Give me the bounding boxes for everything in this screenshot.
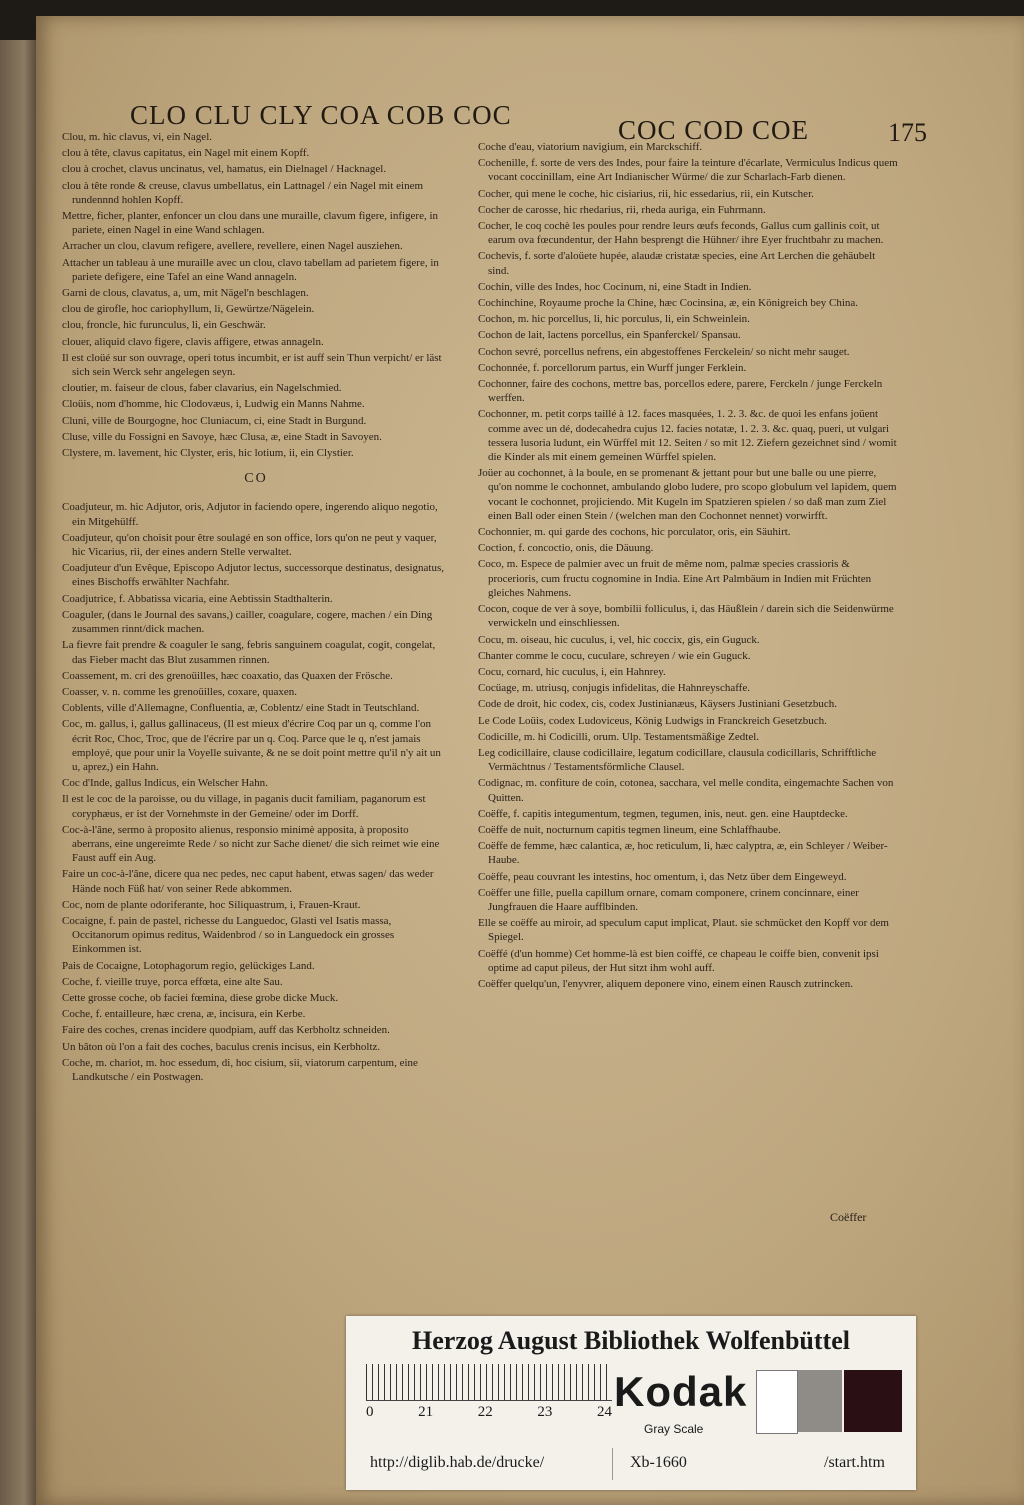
left-column — [62, 130, 450, 1210]
dictionary-entry: Cocaigne, f. pain de pastel, richesse du Languedoc, Glasti vel Isatis massa, Occitanorum opimus reditus, Waidenbrod / so in Languedock ein grosses Einkommen ist. — [62, 914, 395, 956]
running-head-right: COC COD COE — [618, 115, 810, 145]
right-entries — [478, 140, 898, 991]
dictionary-entry: Il est cloüé sur son ouvrage, operi totus incumbit, er ist auff sein Thun verpicht/ er läst sich sein Werck sehr angelegen seyn. — [62, 351, 442, 379]
dictionary-entry: Coadjuteur, qu'on choisit pour être soulagé en son office, lors qu'on ne peut y vaquer, hic Vicarius, rii, der eines andern Stelle verwaltet. — [62, 531, 437, 559]
dictionary-entry: Coëffer quelqu'un, l'enyvrer, aliquem deponere vino, einem einen Rausch zutrincken. — [478, 977, 854, 990]
dictionary-entry: Coassement, m. cri des grenoüilles, hæc coaxatio, das Quaxen der Frösche. — [62, 669, 393, 682]
dictionary-entry: Le Code Loüis, codex Ludoviceus, König Ludwigs in Franckreich Gesetzbuch. — [478, 714, 827, 727]
dictionary-entry: Coche, f. vieille truye, porca effœta, eine alte Sau. — [62, 975, 283, 988]
dictionary-entry: Cochevis, f. sorte d'aloüete hupée, alaudæ cristatæ species, eine Art Lerchen die gehäubelt sind. — [478, 250, 876, 277]
measurement-ruler — [366, 1364, 612, 1401]
dictionary-entry: Coëffe, f. capitis integumentum, tegmen, tegumen, inis, neut. gen. eine Hauptdecke. — [478, 807, 848, 820]
adjacent-page-edge — [0, 40, 40, 1505]
dictionary-entry: Elle se coëffe au miroir, ad speculum caput implicat, Plaut. sie schmücket den Kopff vor dem Spiegel. — [478, 917, 889, 944]
dictionary-entry: Un bâton où l'on a fait des coches, baculus crenis incisus, ein Kerbholtz. — [62, 1040, 381, 1053]
dictionary-entry: Il est le coc de la paroisse, ou du village, in paganis ducit familiam, paganorum est coryphæus, er ist der Vornehmste in der Gemeine/ oder im Dorff. — [62, 793, 426, 820]
dictionary-entry: Coëffer une fille, puella capillum ornare, comam componere, crinem concinnare, einer Jungfrauen die Haare aufflbinden. — [478, 886, 859, 913]
dictionary-entry: Joüer au cochonnet, à la boule, en se promenant & jettant pour but une balle ou une pierre, qu'on nomme le cochonnet, ambulando globo ludere, pro scopo globulum vel lapidem, quem vocant le cochonnet, projiciendo. Mit Kugeln im Spatzieren spielen / so daß man zum Ziel einen Ball oder einen Stein / (welchen man den Cochonnet nennet) vorwirfft. — [478, 467, 897, 522]
right-column — [478, 140, 898, 1200]
dictionary-entry: Cochonner, m. petit corps taillé à 12. faces masquées, 1. 2. 3. &c. de quoi les enfans joüent comme avec un dé, dodecahedra cujus 12. facies notatæ, 1. 2. 3. &c. quaq, pueri, ut vulgari tessera lusoria ludunt, ein Würffel mit 12. Seiten / so mit 12. Ziefern gezeichnet sind / womit die Kinder als mit einem gemeinen Würffel spielen. — [478, 408, 897, 464]
shelfmark: Xb-1660 — [630, 1454, 687, 1471]
dictionary-entry: Coc, m. gallus, i, gallus gallinaceus, (Il est mieux d'écrire Coq par un q, comme l'on écrit Roc, Choc, Troc, que de l'écrire par un q. Coq. Parce que le q, n'est jamais employé, que pour unir la Voyelle suivante, & ne se doit point mettre qu'il n'y ait un u, aprez,) ein Hahn. — [62, 718, 441, 773]
library-title: Herzog August Bibliothek Wolfenbüttel — [412, 1326, 850, 1355]
dictionary-entry: Coche, f. entailleure, hæc crena, æ, incisura, ein Kerbe. — [62, 1008, 306, 1021]
dictionary-entry: Coction, f. concoctio, onis, die Däuung. — [478, 542, 654, 555]
archive-color-card — [346, 1316, 916, 1490]
dictionary-entry: Cluni, ville de Bourgogne, hoc Cluniacum, ci, eine Stadt in Burgund. — [62, 414, 367, 427]
dictionary-entry: Codicille, m. hi Codicilli, orum. Ulp. Testamentsmäßige Zedtel. — [478, 730, 760, 743]
dictionary-entry: Cocon, coque de ver à soye, bombilii folliculus, i, das Häußlein / darein sich die Seidenwürme verwickeln und einschliessen. — [478, 603, 894, 630]
dictionary-entry: Coche, m. chariot, m. hoc essedum, di, hoc cisium, sii, viatorum carpentum, eine Landkutsche / ein Postwagen. — [62, 1056, 418, 1083]
dictionary-entry: clou à crochet, clavus uncinatus, vel, hamatus, ein Dielnagel / Hacknagel. — [62, 163, 387, 176]
section-heading: CO — [244, 471, 268, 487]
dictionary-entry: Garni de clous, clavatus, a, um, mit Nägel'n beschlagen. — [62, 287, 309, 300]
dictionary-entry: Coadjuteur d'un Evêque, Episcopo Adjutor lectus, successorque destinatus, designatus, eines Bischoffs erwählter Nachfahr. — [62, 562, 445, 589]
ruler-number: 0 — [366, 1404, 374, 1420]
dictionary-entry: Coadjutrice, f. Abbatissa vicaria, eine Aebtissin Stadthalterin. — [62, 592, 333, 605]
dictionary-entry: clou à tête, clavus capitatus, ein Nagel mit einem Kopff. — [62, 147, 310, 160]
dictionary-entry: Clou, m. hic clavus, vi, ein Nagel. — [62, 131, 212, 143]
dictionary-entry: Cloüis, nom d'homme, hic Clodovæus, i, Ludwig ein Manns Nahme. — [62, 398, 365, 411]
ruler-number: 24 — [597, 1404, 612, 1420]
dictionary-entry: Coche d'eau, viatorium navigium, ein Marckschiff. — [478, 141, 703, 153]
dictionary-entry: Cochin, ville des Indes, hoc Cocinum, ni, eine Stadt in Indien. — [478, 280, 752, 293]
gray-swatch-dark — [844, 1370, 902, 1432]
dictionary-entry: Cochonner, faire des cochons, mettre bas, porcellos edere, parere, Ferckeln / junge Ferckeln werffen. — [478, 378, 883, 405]
dictionary-entry: Attacher un tableau à une muraille avec un clou, clavo tabellam ad parietem figere, in pariete defigere, eine Tafel an eine Wand annageln. — [62, 256, 439, 283]
dictionary-entry: Coc-à-l'âne, sermo à proposito alienus, responsio minimè apposita, à proposito aberrans, eine ungereimte Rede / so nicht zur Sache dienet/ die sich reimet wie eine Faust auff ein Aug. — [62, 823, 440, 865]
dictionary-entry: cloutier, m. faiseur de clous, faber clavarius, ein Nagelschmied. — [62, 382, 342, 395]
dictionary-entry: Cocu, m. oiseau, hic cuculus, i, vel, hic coccix, gis, ein Guguck. — [478, 633, 760, 646]
left-entries-after-section — [62, 500, 450, 1084]
start-page-path: /start.htm — [824, 1454, 885, 1471]
ruler-number: 22 — [477, 1404, 493, 1420]
dictionary-entry: Arracher un clou, clavum refigere, avellere, revellere, einen Nagel ausziehen. — [62, 240, 403, 253]
dictionary-entry: Code de droit, hic codex, cis, codex Justinianæus, Käysers Justiniani Gesetzbuch. — [478, 698, 837, 711]
dictionary-entry: Cette grosse coche, ob faciei fœmina, diese grobe dicke Muck. — [62, 991, 339, 1004]
dictionary-entry: Pais de Cocaigne, Lotophagorum regio, gelückiges Land. — [62, 959, 315, 972]
dictionary-entry: clou à tête ronde & creuse, clavus umbellatus, ein Lattnagel / ein Nagel mit einem rundennnd hohlen Kopff. — [62, 179, 424, 206]
dictionary-entry: Cochonnée, f. porcellorum partus, ein Wurff junger Ferklein. — [478, 361, 747, 374]
dictionary-entry: La fievre fait prendre & coaguler le sang, febris sanguinem coagulat, cogit, congelat, das Fieber macht das Blut zusammen rinnen. — [62, 639, 436, 666]
dictionary-entry: clou, froncle, hic furunculus, li, ein Geschwär. — [62, 319, 266, 332]
dictionary-entry: Clystere, m. lavement, hic Clyster, eris, hic lotium, ii, ein Clystier. — [62, 447, 354, 460]
dictionary-entry: Coc, nom de plante odoriferante, hoc Siliquastrum, i, Frauen-Kraut. — [62, 898, 361, 911]
gray-swatch-mid — [798, 1370, 842, 1432]
gray-swatch-white — [756, 1370, 798, 1434]
dictionary-entry: Coadjuteur, m. hic Adjutor, oris, Adjutor in faciendo opere, ingerendo aliquo negotio, ein Mitgehülff. — [62, 501, 438, 528]
dictionary-entry: Cochon de lait, lactens porcellus, ein Spanferckel/ Spansau. — [478, 329, 741, 342]
dictionary-entry: Coaguler, (dans le Journal des savans,) cailler, coagulare, cogere, machen / ein Ding zusammen rinnt/dick machen. — [62, 608, 433, 636]
dictionary-entry: Cocher, le coq cochè les poules pour rendre leurs œufs feconds, Gallus cum gallinis coit, ut earum ova fœcundentur, der Hahn besprengt die Hühner/ ihre Eyer fruchtbahr zu machen. — [478, 220, 884, 247]
dictionary-entry: clou de girofle, hoc cariophyllum, li, Gewürtze/Nägelein. — [62, 303, 315, 316]
dictionary-entry: Coëffe, peau couvrant les intestins, hoc omentum, i, das Netz über dem Eingeweyd. — [478, 870, 847, 883]
dictionary-entry: Cochonnier, m. qui garde des cochons, hic porculator, oris, ein Säuhirt. — [478, 526, 791, 539]
left-entries-before-section — [62, 130, 450, 460]
dictionary-entry: Coëffé (d'un homme) Cet homme-là est bien coiffé, ce chapeau le coiffe bien, convenit ipsi optime ad caput pileus, der Hut sitzt ihm wohl auff. — [478, 947, 879, 974]
dictionary-entry: Faire des coches, crenas incidere quodpiam, auff das Kerbholtz schneiden. — [62, 1024, 390, 1037]
dictionary-entry: Faire un coc-à-l'âne, dicere qua nec pedes, nec caput habent, etwas sagen/ das weder Hände noch Füß hat/ von seiner Rede abkommen. — [62, 868, 434, 895]
dictionary-entry: Cochon, m. hic porcellus, li, hic porculus, li, ein Schweinlein. — [478, 313, 750, 326]
dictionary-entry: Coblents, ville d'Allemagne, Confluentia, æ, Coblentz/ eine Stadt in Teutschland. — [62, 702, 420, 715]
dictionary-entry: Cocu, cornard, hic cuculus, i, ein Hahnrey. — [478, 665, 666, 678]
dictionary-entry: Cocüage, m. utriusq, conjugis infidelitas, die Hahnreyschaffe. — [478, 682, 750, 695]
dictionary-entry: Coco, m. Espece de palmier avec un fruit de même nom, palmæ species crassioris & procerioris, cum fructu cognomine in India. Eine Art Palmbäum in Indien mit Früchten gleiches Nahmens. — [478, 558, 872, 599]
dictionary-entry: Coëffe de femme, hæc calantica, æ, hoc reticulum, li, hæc calyptra, æ, ein Schleyer / Weiber-Haube. — [478, 840, 888, 867]
dictionary-entry: Mettre, ficher, planter, enfoncer un clou dans une muraille, clavum figere, infigere, in pariete, einen Nagel in eine Wand schlagen. — [62, 210, 439, 237]
gray-scale-caption: Gray Scale — [644, 1422, 704, 1436]
dictionary-entry: Cochenille, f. sorte de vers des Indes, pour faire la teinture d'écarlate, Vermiculus Indicus quem vocant coccinillam, eine Art Indianischer Würme/ die zur Scharlach-Farb dienen. — [478, 157, 898, 184]
dictionary-entry: Coc d'Inde, gallus Indicus, ein Welscher Hahn. — [62, 777, 268, 790]
dictionary-entry: Codignac, m. confiture de coin, cotonea, sacchara, vel melle condita, eingemachte Sachen von Quitten. — [478, 777, 894, 804]
digital-library-url: http://diglib.hab.de/drucke/ — [370, 1454, 545, 1471]
kodak-logo: Kodak — [614, 1368, 748, 1415]
dictionary-entry: Cochinchine, Royaume proche la Chine, hæc Cocinsina, æ, ein Königreich bey China. — [478, 297, 859, 310]
ruler-number: 21 — [418, 1404, 434, 1420]
running-head-left: CLO CLU CLY COA COB COC — [130, 100, 512, 130]
catch-word: Coëffer — [830, 1210, 867, 1224]
dictionary-entry: Leg codicillaire, clause codicillaire, legatum codicillare, clausula codicillaris, Schrifftliche Vermächtnus / Testamentsförmliche Clausel. — [478, 746, 877, 774]
dictionary-entry: Cocher de carosse, hic rhedarius, rii, rheda auriga, ein Fuhrmann. — [478, 203, 766, 216]
dictionary-entry: Cluse, ville du Fossigni en Savoye, hæc Clusa, æ, eine Stadt in Savoyen. — [62, 430, 382, 443]
dictionary-entry: Coasser, v. n. comme les grenoüilles, coxare, quaxen. — [62, 685, 297, 698]
dictionary-entry: clouer, aliquid clavo figere, clavis affigere, etwas annageln. — [62, 335, 324, 348]
dictionary-entry: Coëffe de nuit, nocturnum capitis tegmen lineum, eine Schlaffhaube. — [478, 823, 781, 836]
ruler-numbers — [366, 1404, 612, 1426]
ruler-number: 23 — [537, 1404, 553, 1420]
dictionary-entry: Cochon sevré, porcellus nefrens, ein abgestoffenes Ferckelein/ so nicht mehr sauget. — [478, 345, 850, 358]
page-number: 175 — [888, 118, 927, 147]
dictionary-entry: Chanter comme le cocu, cuculare, schreyen / wie ein Guguck. — [478, 649, 751, 662]
card-divider — [612, 1448, 613, 1480]
dictionary-entry: Cocher, qui mene le coche, hic cisiarius, rii, hic essedarius, rii, ein Kutscher. — [478, 187, 814, 200]
